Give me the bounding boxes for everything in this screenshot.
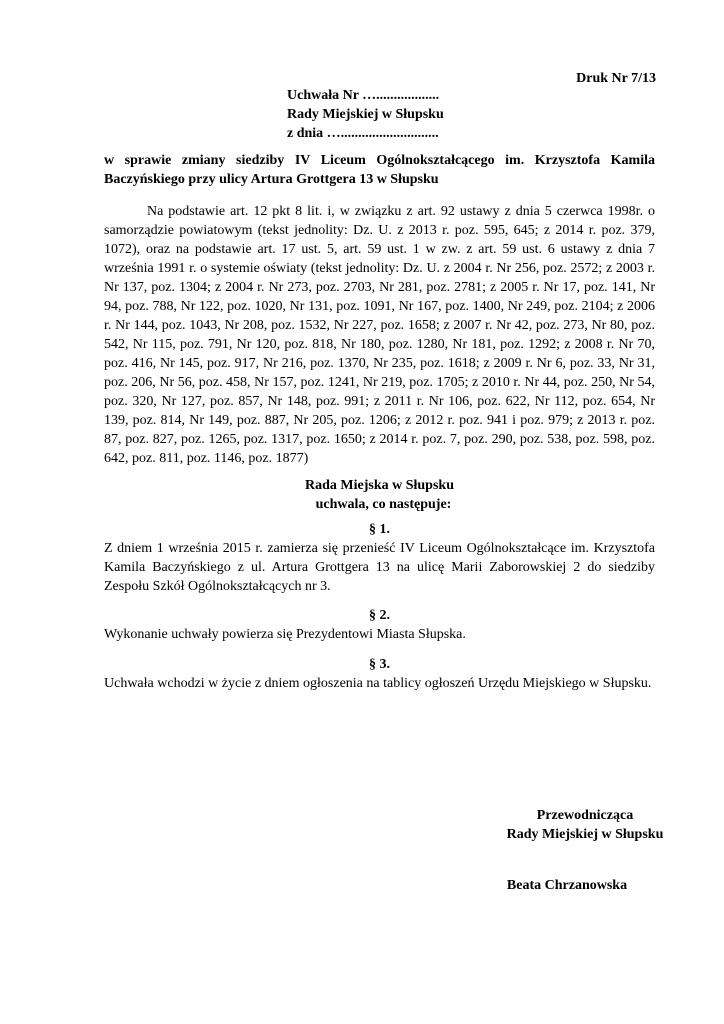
section-3-text: Uchwała wchodzi w życie z dniem ogłoszenia na tablicy ogłoszeń Urzędu Miejskiego w Słupsku.: [104, 676, 652, 691]
section-1-text: Z dniem 1 września 2015 r. zamierza się przenieść IV Liceum Ogólnokształcące im. Krzysztofa Kamila Baczyńskiego z ul. Artura Grottgera 13 na ulicę Marii Zaborowskiej 2 do siedziby Zespołu Szkół Ogólnokształcących nr 3.: [104, 541, 655, 594]
council-name: Rady Miejskiej w Słupsku: [287, 107, 444, 122]
signature-role: Przewodnicząca: [536, 808, 634, 823]
print-number: Druk Nr 7/13: [576, 71, 656, 86]
section-2-text: Wykonanie uchwały powierza się Prezydentowi Miasta Słupska.: [104, 627, 466, 642]
section-1-title: § 1.: [369, 522, 390, 537]
resolution-header: [287, 86, 444, 143]
signature-body: Rady Miejskiej w Słupsku: [506, 827, 664, 842]
signature-name: Beata Chrzanowska: [506, 878, 628, 893]
section-2-title: § 2.: [369, 608, 390, 623]
resolution-date: z dnia …............................: [287, 126, 439, 141]
resolution-number: Uchwała Nr …..................: [287, 88, 440, 103]
resolves-council: Rada Miejska w Słupsku: [305, 478, 454, 493]
resolves-block: [104, 476, 655, 514]
resolution-subject: w sprawie zmiany siedziby IV Liceum Ogólnokształcącego im. Krzysztofa Kamila Baczyńskiego przy ulicy Artura Grottgera 13 w Słupsku: [104, 153, 655, 187]
section-3-title: § 3.: [369, 657, 390, 672]
legal-basis-paragraph: Na podstawie art. 12 pkt 8 lit. i, w związku z art. 92 ustawy z dnia 5 czerwca 1998r. o samorządzie powiatowym (tekst jednolity: Dz. U. z 2013 r. poz. 595, 645; z 2014 r. poz. 379, 1072), oraz na podstawie art. 17 ust. 5, art. 59 ust. 1 w zw. z art. 59 ust. 6 ustawy z dnia 7 września 1991 r. o systemie oświaty (tekst jednolity: Dz. U. z 2004 r. Nr 256, poz. 2572; z 2003 r. Nr 137, poz. 1304; z 2004 r. Nr 273, poz. 2703, Nr 281, poz. 2781; z 2005 r. Nr 17, poz. 141, Nr 94, poz. 788, Nr 122, poz. 1020, Nr 131, poz. 1091, Nr 167, poz. 1400, Nr 249, poz. 2104; z 2006 r. Nr 144, poz. 1043, Nr 208, poz. 1532, Nr 227, poz. 1658; z 2007 r. Nr 42, poz. 273, Nr 80, poz. 542, Nr 115, poz. 791, Nr 120, poz. 818, Nr 180, poz. 1280, Nr 181, poz. 1292; z 2008 r. Nr 70, poz. 416, Nr 145, poz. 917, Nr 216, poz. 1370, Nr 235, poz. 1618; z 2009 r. Nr 6, poz. 33, Nr 31, poz. 206, Nr 56, poz. 458, Nr 157, poz. 1241, Nr 219, poz. 1705; z 2010 r. Nr 44, poz. 250, Nr 54, poz. 320, Nr 127, poz. 857, Nr 148, poz. 991; z 2011 r. Nr 106, poz. 622, Nr 112, poz. 654, Nr 139, poz. 814, Nr 149, poz. 887, Nr 205, poz. 1206; z 2012 r. poz. 941 i poz. 979; z 2013 r. poz. 87, poz. 827, poz. 1265, poz. 1317, poz. 1650; z 2014 r. poz. 7, poz. 290, poz. 538, poz. 598, poz. 642, poz. 811, poz. 1146, poz. 1877): [104, 204, 655, 466]
resolves-phrase: uchwala, co następuje:: [315, 497, 452, 512]
